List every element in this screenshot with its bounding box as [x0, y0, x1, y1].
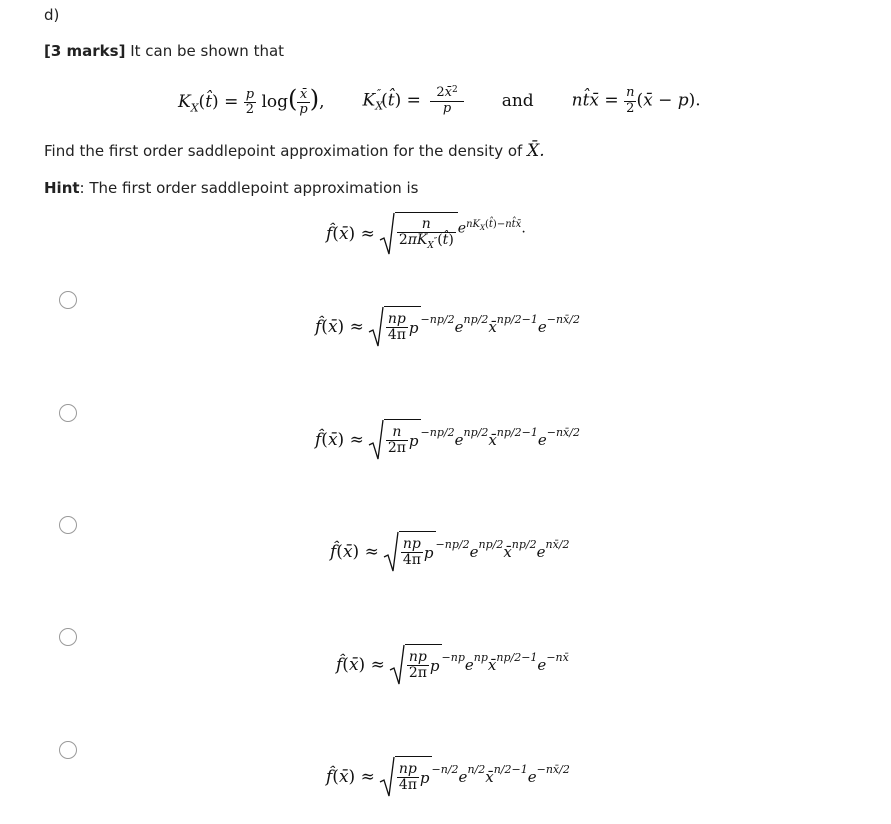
- xbar-symbol: X̄.: [527, 141, 545, 161]
- find-instruction: Find the first order saddlepoint approximation for the density of X̄.: [44, 141, 545, 161]
- marks-badge: [3 marks]: [44, 42, 126, 60]
- hint-label: Hint: [44, 179, 80, 197]
- and-word: and: [501, 91, 534, 111]
- intro-text: It can be shown that: [130, 42, 285, 60]
- option-b-formula: f̂(x̄) ≈ $\frac{n}{2\pi}$ p −np/2 e np/2 x̄ np/2−1 e −nx̄/2: [315, 419, 580, 461]
- question-intro: [44, 42, 284, 60]
- option-radio-c[interactable]: [59, 516, 77, 534]
- option-a-formula: f̂(x̄) ≈ $\frac{np}{4\pi}$ p −np/2 e np/2 x̄ np/2−1 e −nx̄/2: [315, 306, 580, 348]
- cgf-equation: $K_X(t̂)$ = $\frac{p}{2}$ log( $\frac{x̄}{p}$ ),: [178, 84, 325, 117]
- option-radio-b[interactable]: [59, 404, 77, 422]
- hint-text: : The first order saddlepoint approximation is: [79, 179, 419, 197]
- option-d-formula: f̂(x̄) ≈ $\frac{np}{2\pi}$ p −np e np x̄ np/2−1 e −nx̄: [336, 644, 569, 686]
- second-derivative-equation: $K_X''(t̂)$ = $\frac{2x̄^2}{p}$: [363, 86, 464, 116]
- option-e-formula: f̂(x̄) ≈ $\frac{np}{4\pi}$ p −n/2 e n/2 x̄ n/2−1 e −nx̄/2: [326, 756, 570, 798]
- option-c-formula: f̂(x̄) ≈ $\frac{np}{4\pi}$ p −np/2 e np/2 x̄ np/2 e nx̄/2: [330, 531, 570, 573]
- given-equations: [178, 78, 701, 124]
- hint-formula: f̂(x̄) ≈ $\frac{n}{2\pi K_X''(t̂)}$ $e^{nK_X(t̂)-nt̂x̄}$.: [326, 212, 526, 256]
- option-radio-a[interactable]: [59, 291, 77, 309]
- option-radio-d[interactable]: [59, 628, 77, 646]
- ntx-equation: nt̂x̄ = $\frac{n}{2}$ (x̄ − p).: [571, 85, 701, 116]
- hint: [44, 179, 418, 197]
- question-label: d): [44, 6, 60, 24]
- option-radio-e[interactable]: [59, 741, 77, 759]
